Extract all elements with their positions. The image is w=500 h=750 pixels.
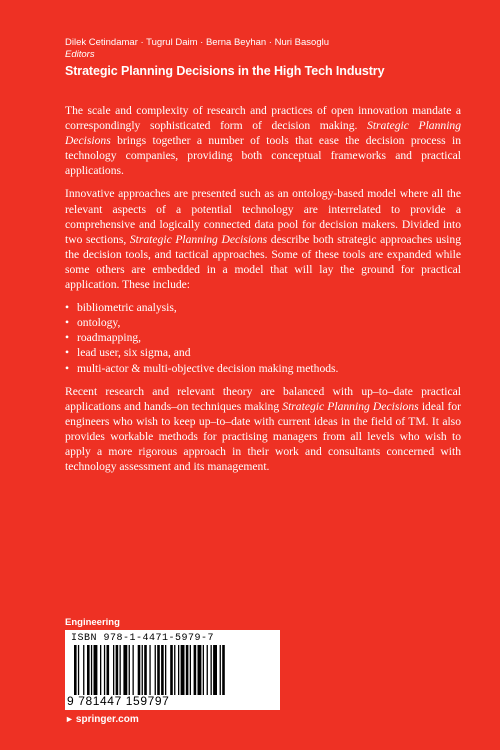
list-item: • ontology, [65,315,461,330]
topics-list [65,300,461,375]
blurb-p1-text-a: The scale and complexity of research and practices of open innovation mandate a correspondingly sophisticated form of decision making. [65,104,461,133]
barcode-bars [74,645,274,695]
list-item: • roadmapping, [65,330,461,345]
blurb-p2-text-b: describe both strategic approaches using the decision tools, and tactical approaches. Some of these tools are expanded while some others are embedded in a model that will lay the ground for practical application. These include: [65,232,461,292]
blurb-p3-text-b: ideal for engineers who wish to keep up–to–date with current ideas in the field of TM. It also provides workable methods for practising managers from all levels who wish to apply a more rigorous approach in their work and consultants concerned with technology assessment and its management. [65,399,462,474]
isbn-barcode [65,630,280,710]
blurb-p3-text-a: Recent research and relevant theory are balanced with up–to–date practical applications and hands–on techniques making [65,384,461,413]
arrow-right-icon: ► [65,714,74,724]
blurb-p1-book-title: Strategic Planning Decisions [65,119,462,148]
list-item: • multi-actor & multi-objective decision making methods. [65,361,461,376]
blurb-p3-book-title: Strategic Planning Decisions [282,399,419,413]
blurb-paragraph-3 [65,384,461,475]
book-title: Strategic Planning Decisions in the High Tech Industry [65,64,385,78]
barcode-digits: 9 781447 159797 [67,694,170,708]
list-item: • lead user, six sigma, and [65,345,461,360]
blurb [65,103,461,482]
publisher-link[interactable] [65,714,139,725]
publisher-url: springer.com [75,714,139,725]
editors-role-label: Editors [65,49,95,60]
blurb-p1-text-b: brings together a number of tools that ease the decision process in technology companies, providing both conceptual frameworks and practical applications. [65,134,461,178]
editors-list: Dilek Cetindamar · Tugrul Daim · Berna Beyhan · Nuri Basoglu [65,37,329,48]
isbn-number: ISBN 978-1-4471-5979-7 [71,633,215,644]
blurb-p2-book-title: Strategic Planning Decisions [129,232,268,246]
blurb-paragraph-1 [65,103,461,178]
blurb-paragraph-2 [65,186,461,292]
list-item: • bibliometric analysis, [65,300,461,315]
subject-category: Engineering [65,617,120,628]
blurb-p2-text-a: Innovative approaches are presented such as an ontology-based model where all the relevant aspects of a potential technology are interrelated to provide a comprehensive and logically connected data pool for decision makers. Divided into two sections, [65,187,461,246]
